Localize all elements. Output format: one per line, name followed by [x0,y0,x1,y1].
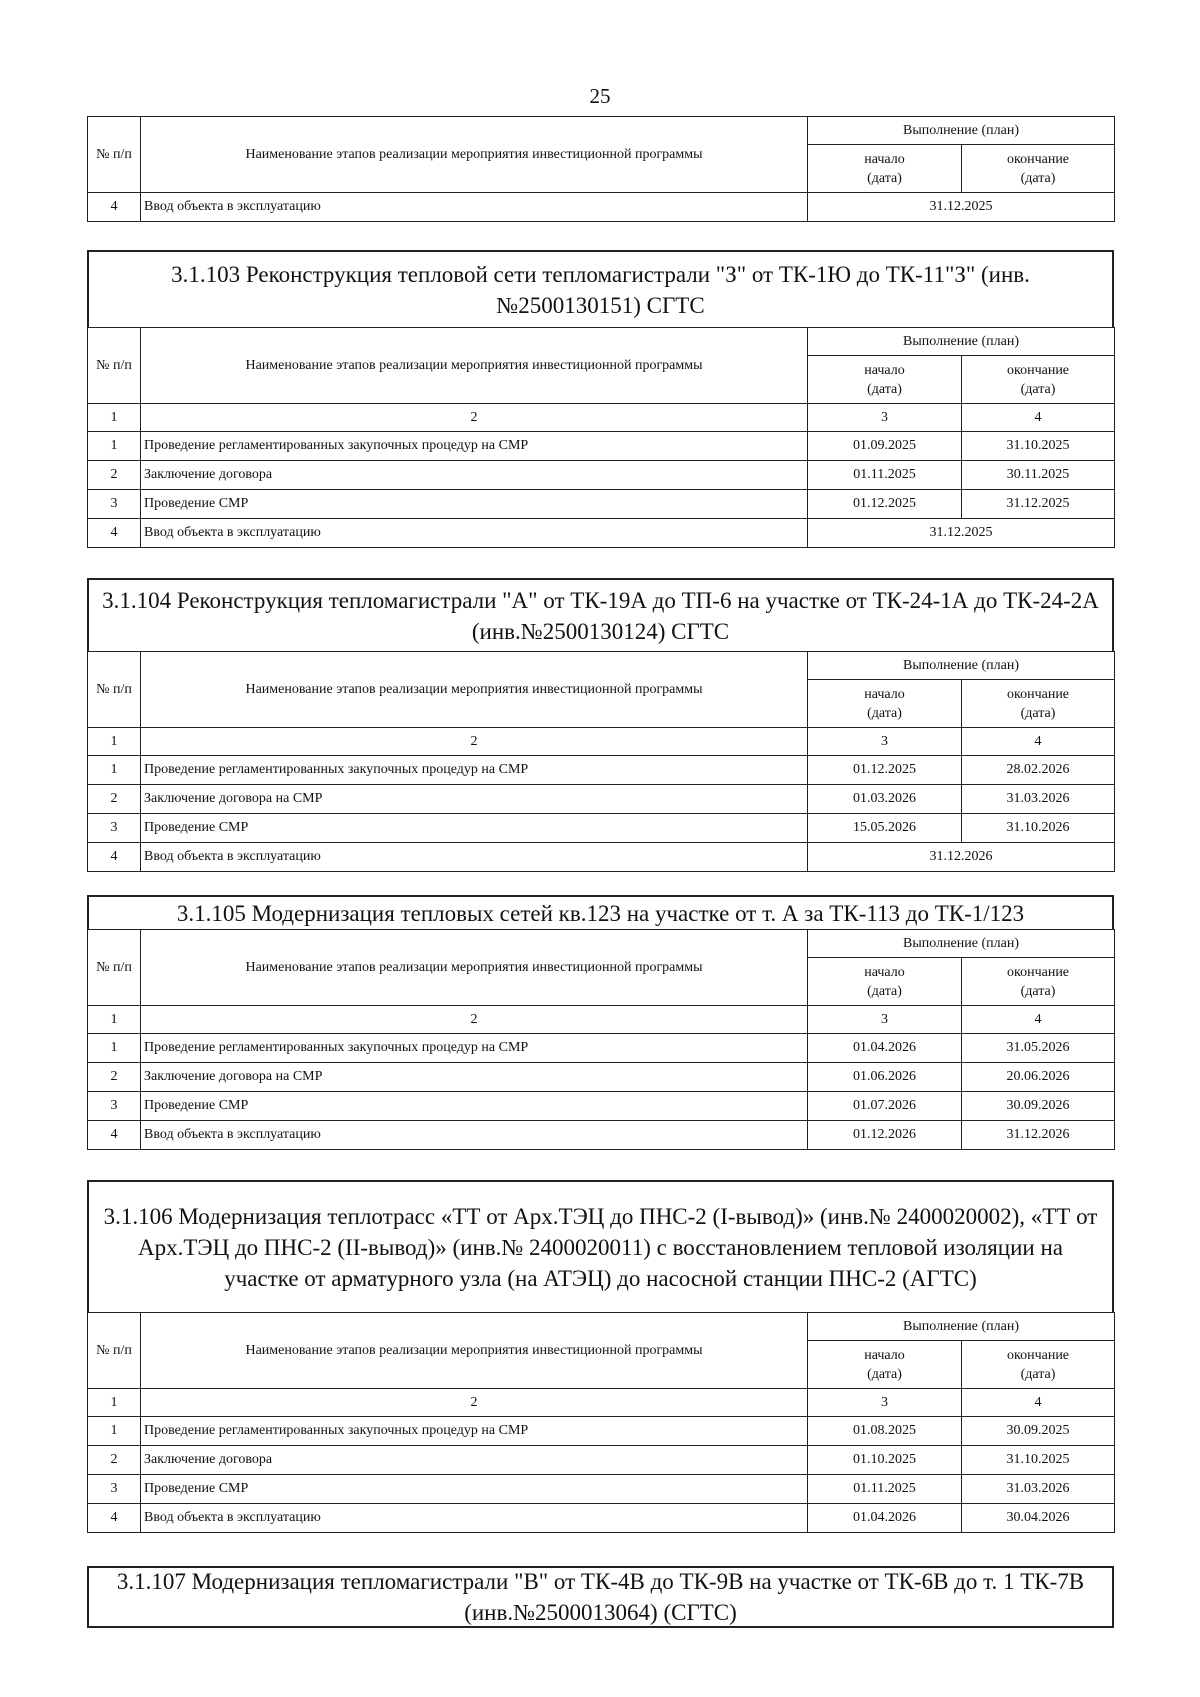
table-row [88,519,1115,548]
column-index: 1 [88,404,141,432]
row-number: 3 [88,814,141,843]
stage-name: Проведение СМР [141,814,808,843]
section-title: 3.1.106 Модернизация теплотрасс «ТТ от Арх.ТЭЦ до ПНС-2 (I-вывод)» (инв.№ 2400020002), «ТТ от Арх.ТЭЦ до ПНС-2 (II-вывод)» (инв.№ 2400020011) с восстановлением тепловой изоляции на участке от арматурного узла (на АТЭЦ) до насосной станции ПНС-2 (АГТС) [87,1180,1114,1312]
header-execution: Выполнение (план) [808,1313,1115,1341]
schedule-table [87,116,1115,222]
table-row [88,461,1115,490]
start-date: 01.09.2025 [808,432,962,461]
row-number: 3 [88,1092,141,1121]
stage-name: Проведение регламентированных закупочных процедур на СМР [141,756,808,785]
end-date: 30.04.2026 [962,1504,1115,1533]
header-end: окончание (дата) [962,680,1115,728]
table-row [88,1417,1115,1446]
header-num: № п/п [88,652,141,728]
row-number: 2 [88,461,141,490]
column-index: 4 [962,728,1115,756]
row-number: 1 [88,1417,141,1446]
row-number: 4 [88,1504,141,1533]
stage-name: Проведение СМР [141,490,808,519]
header-num: № п/п [88,117,141,193]
end-date: 31.12.2026 [962,1121,1115,1150]
stage-date: 31.12.2025 [808,519,1115,548]
stage-name: Ввод объекта в эксплуатацию [141,1121,808,1150]
header-stage-name: Наименование этапов реализации мероприятия инвестиционной программы [141,328,808,404]
column-index: 4 [962,1006,1115,1034]
start-date: 01.11.2025 [808,1475,962,1504]
row-number: 1 [88,756,141,785]
end-date: 31.05.2026 [962,1034,1115,1063]
table-row [88,843,1115,872]
end-date: 31.10.2025 [962,432,1115,461]
header-stage-name: Наименование этапов реализации мероприятия инвестиционной программы [141,117,808,193]
row-number: 4 [88,843,141,872]
table-row [88,814,1115,843]
header-start: начало (дата) [808,958,962,1006]
end-date: 28.02.2026 [962,756,1115,785]
schedule-table [87,929,1115,1150]
end-date: 31.03.2026 [962,1475,1115,1504]
schedule-table [87,1312,1115,1533]
start-date: 01.12.2026 [808,1121,962,1150]
section-3-1-104 [87,578,1114,872]
table-row [88,785,1115,814]
column-index: 2 [141,1389,808,1417]
page-number: 25 [589,84,611,108]
stage-name: Ввод объекта в эксплуатацию [141,1504,808,1533]
column-index: 1 [88,728,141,756]
end-date: 30.09.2025 [962,1417,1115,1446]
section-title: 3.1.103 Реконструкция тепловой сети тепломагистрали "З" от ТК-1Ю до ТК-11"З" (инв.№2500130151) СГТС [87,250,1114,327]
column-index: 4 [962,404,1115,432]
column-index: 3 [808,1389,962,1417]
start-date: 01.08.2025 [808,1417,962,1446]
header-end: окончание (дата) [962,356,1115,404]
start-date: 01.04.2026 [808,1504,962,1533]
row-number: 2 [88,1446,141,1475]
table-row [88,490,1115,519]
stage-name: Заключение договора на СМР [141,1063,808,1092]
column-index: 3 [808,1006,962,1034]
header-execution: Выполнение (план) [808,328,1115,356]
column-index: 3 [808,404,962,432]
table-block-continuation [87,116,1114,222]
table-row [88,193,1115,222]
row-number: 3 [88,1475,141,1504]
column-index: 1 [88,1006,141,1034]
start-date: 01.12.2025 [808,756,962,785]
row-number: 4 [88,193,141,222]
column-index: 2 [141,728,808,756]
header-end: окончание (дата) [962,145,1115,193]
schedule-table [87,651,1115,872]
section-title: 3.1.107 Модернизация тепломагистрали "В" от ТК-4В до ТК-9В на участке от ТК-6В до т. 1 ТК-7В (инв.№2500013064) (СГТС) [87,1566,1114,1628]
table-row [88,1475,1115,1504]
row-number: 4 [88,519,141,548]
row-number: 1 [88,432,141,461]
column-index: 4 [962,1389,1115,1417]
end-date: 30.09.2026 [962,1092,1115,1121]
header-execution: Выполнение (план) [808,930,1115,958]
section-3-1-103 [87,250,1114,548]
start-date: 01.04.2026 [808,1034,962,1063]
header-num: № п/п [88,930,141,1006]
header-end: окончание (дата) [962,958,1115,1006]
end-date: 31.10.2026 [962,814,1115,843]
column-index: 1 [88,1389,141,1417]
column-index-row [88,1006,1115,1034]
start-date: 15.05.2026 [808,814,962,843]
row-number: 1 [88,1034,141,1063]
stage-name: Проведение регламентированных закупочных процедур на СМР [141,432,808,461]
stage-name: Проведение СМР [141,1475,808,1504]
table-row [88,1063,1115,1092]
column-index: 3 [808,728,962,756]
end-date: 31.12.2025 [962,490,1115,519]
row-number: 4 [88,1121,141,1150]
table-row [88,1504,1115,1533]
stage-name: Заключение договора [141,1446,808,1475]
stage-name: Заключение договора на СМР [141,785,808,814]
stage-name: Заключение договора [141,461,808,490]
stage-date: 31.12.2025 [808,193,1115,222]
end-date: 30.11.2025 [962,461,1115,490]
header-stage-name: Наименование этапов реализации мероприятия инвестиционной программы [141,652,808,728]
header-end: окончание (дата) [962,1341,1115,1389]
row-number: 2 [88,785,141,814]
schedule-table [87,327,1115,548]
section-3-1-106 [87,1180,1114,1533]
section-title: 3.1.104 Реконструкция тепломагистрали "А" от ТК-19А до ТП-6 на участке от ТК-24-1А до ТК-24-2А (инв.№2500130124) СГТС [87,578,1114,651]
header-start: начало (дата) [808,356,962,404]
table-row [88,432,1115,461]
table-row [88,756,1115,785]
start-date: 01.07.2026 [808,1092,962,1121]
header-stage-name: Наименование этапов реализации мероприятия инвестиционной программы [141,1313,808,1389]
header-num: № п/п [88,1313,141,1389]
table-row [88,1092,1115,1121]
header-execution: Выполнение (план) [808,117,1115,145]
stage-name: Ввод объекта в эксплуатацию [141,193,808,222]
stage-date: 31.12.2026 [808,843,1115,872]
header-num: № п/п [88,328,141,404]
end-date: 31.03.2026 [962,785,1115,814]
section-title: 3.1.105 Модернизация тепловых сетей кв.123 на участке от т. А за ТК-113 до ТК-1/123 [87,895,1114,929]
column-index-row [88,1389,1115,1417]
table-row [88,1121,1115,1150]
column-index: 2 [141,404,808,432]
section-3-1-105 [87,895,1114,1150]
end-date: 31.10.2025 [962,1446,1115,1475]
header-start: начало (дата) [808,1341,962,1389]
table-row [88,1446,1115,1475]
row-number: 2 [88,1063,141,1092]
header-execution: Выполнение (план) [808,652,1115,680]
stage-name: Ввод объекта в эксплуатацию [141,843,808,872]
end-date: 20.06.2026 [962,1063,1115,1092]
row-number: 3 [88,490,141,519]
header-stage-name: Наименование этапов реализации мероприятия инвестиционной программы [141,930,808,1006]
section-3-1-107 [87,1566,1114,1628]
stage-name: Проведение регламентированных закупочных процедур на СМР [141,1417,808,1446]
start-date: 01.11.2025 [808,461,962,490]
stage-name: Ввод объекта в эксплуатацию [141,519,808,548]
start-date: 01.06.2026 [808,1063,962,1092]
column-index: 2 [141,1006,808,1034]
start-date: 01.12.2025 [808,490,962,519]
column-index-row [88,728,1115,756]
start-date: 01.10.2025 [808,1446,962,1475]
stage-name: Проведение СМР [141,1092,808,1121]
header-start: начало (дата) [808,680,962,728]
start-date: 01.03.2026 [808,785,962,814]
column-index-row [88,404,1115,432]
stage-name: Проведение регламентированных закупочных процедур на СМР [141,1034,808,1063]
header-start: начало (дата) [808,145,962,193]
table-row [88,1034,1115,1063]
